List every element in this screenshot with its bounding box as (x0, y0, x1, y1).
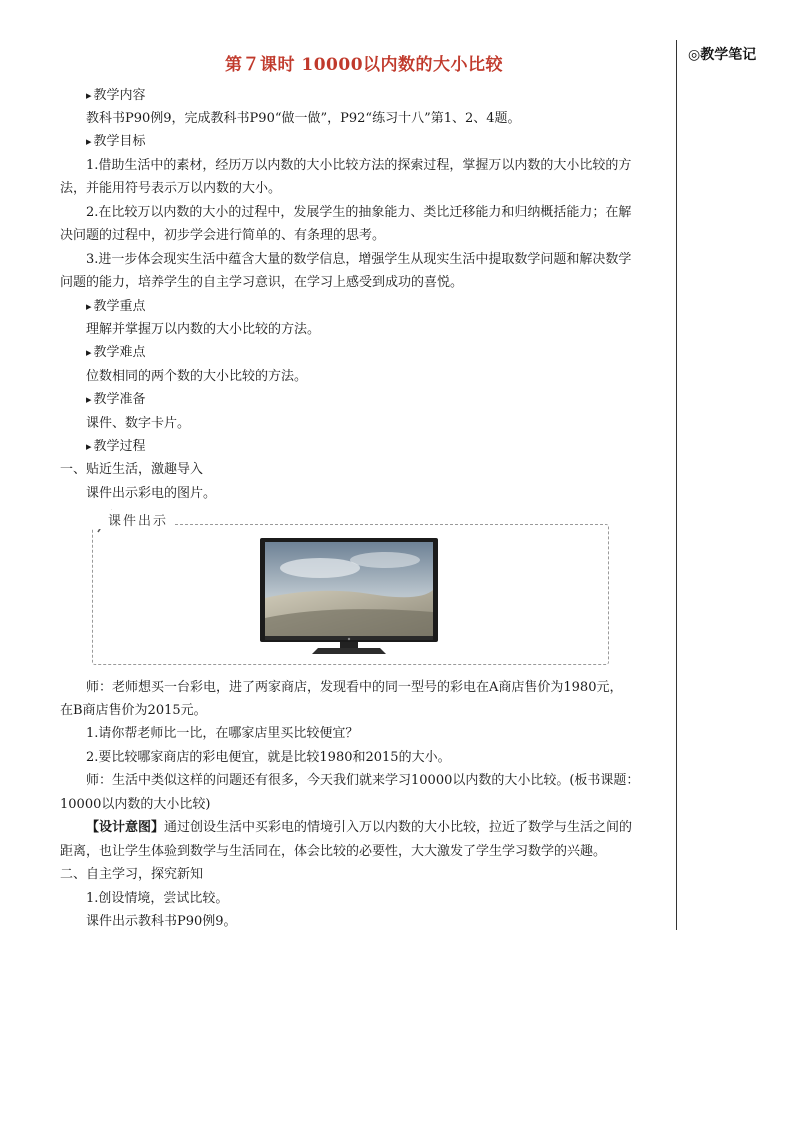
paragraph-difficulties: 位数相同的两个数的大小比较的方法。 (86, 369, 308, 384)
paragraph-content: 教科书P90例9，完成教科书P90“做一做”，P92“练习十八”第1、2、4题。 (86, 111, 521, 126)
question-1: 1.请你帮老师比一比，在哪家店里买比较便宜？ (86, 726, 359, 741)
goal-1-line-2: 法，并能用符号表示万以内数的大小。 (60, 181, 282, 196)
television-image (260, 538, 438, 656)
design-intent-tag: 【设计意图】 (86, 820, 165, 835)
goal-2-line-2: 决问题的过程中，初步学会进行简单的、有条理的思考。 (60, 228, 386, 243)
teaching-notes-label: ◎教学笔记 (688, 47, 757, 63)
goal-3-line-2: 问题的能力，培养学生的自主学习意识，在学习上感受到成功的喜悦。 (60, 275, 464, 290)
paragraph-preparation: 课件、数字卡片。 (86, 416, 191, 431)
heading-key-points: ▸ 教学重点 (60, 295, 696, 319)
heading-difficulties: ▸ 教学难点 (60, 341, 696, 365)
teacher-line-1: 师：老师想买一台彩电，进了两家商店，发现看中的同一型号的彩电在A商店售价为1980元， (86, 680, 623, 695)
goal-3-line-1: 3.进一步体会现实生活中蕴含大量的数学信息，增强学生从现实生活中提取数学问题和解决数学 (86, 252, 632, 267)
paragraph-key-points: 理解并掌握万以内数的大小比较的方法。 (86, 322, 321, 337)
goal-2-line-1: 2.在比较万以内数的大小的过程中，发展学生的抽象能力、类比迁移能力和归纳概括能力；在解 (86, 205, 632, 220)
question-2: 2.要比较哪家商店的彩电便宜，就是比较1980和2015的大小。 (86, 750, 451, 765)
section-2-step-1-text: 课件出示教科书P90例9。 (86, 914, 237, 929)
section-1-title: 一、贴近生活，激趣导入 (60, 462, 204, 477)
section-2-title: 二、自主学习，探究新知 (60, 867, 204, 882)
teacher-line-2: 在B商店售价为2015元。 (60, 703, 207, 718)
teacher-line-4: 10000以内数的大小比较) (60, 797, 211, 812)
design-intent-line-2: 距离，也让学生体验到数学与生活同在，体会比较的必要性，大大激发了学生学习数学的兴趣。 (60, 844, 607, 859)
design-intent-line-1 (60, 816, 696, 840)
goal-1-line-1: 1.借助生活中的素材，经历万以内数的大小比较方法的探索过程，掌握万以内数的大小比较的方 (86, 158, 632, 173)
section-1-text: 课件出示彩电的图片。 (86, 486, 217, 501)
heading-preparation: ▸ 教学准备 (60, 388, 696, 412)
page-title: 第７课时 10000以内数的大小比较 (224, 55, 504, 75)
section-2-step-1: 1.创设情境，尝试比较。 (86, 891, 229, 906)
heading-content: ▸ 教学内容 (60, 84, 696, 108)
teacher-line-3: 师：生活中类似这样的问题还有很多，今天我们就来学习10000以内数的大小比较。(板书课题： (86, 773, 640, 788)
design-intent-text: 通过创设生活中买彩电的情境引入万以内数的大小比较，拉近了数学与生活之间的 (164, 820, 633, 835)
courseware-label: 课件出示 (92, 510, 174, 529)
heading-process: ▸ 教学过程 (60, 435, 696, 459)
heading-goals: ▸ 教学目标 (60, 130, 696, 154)
